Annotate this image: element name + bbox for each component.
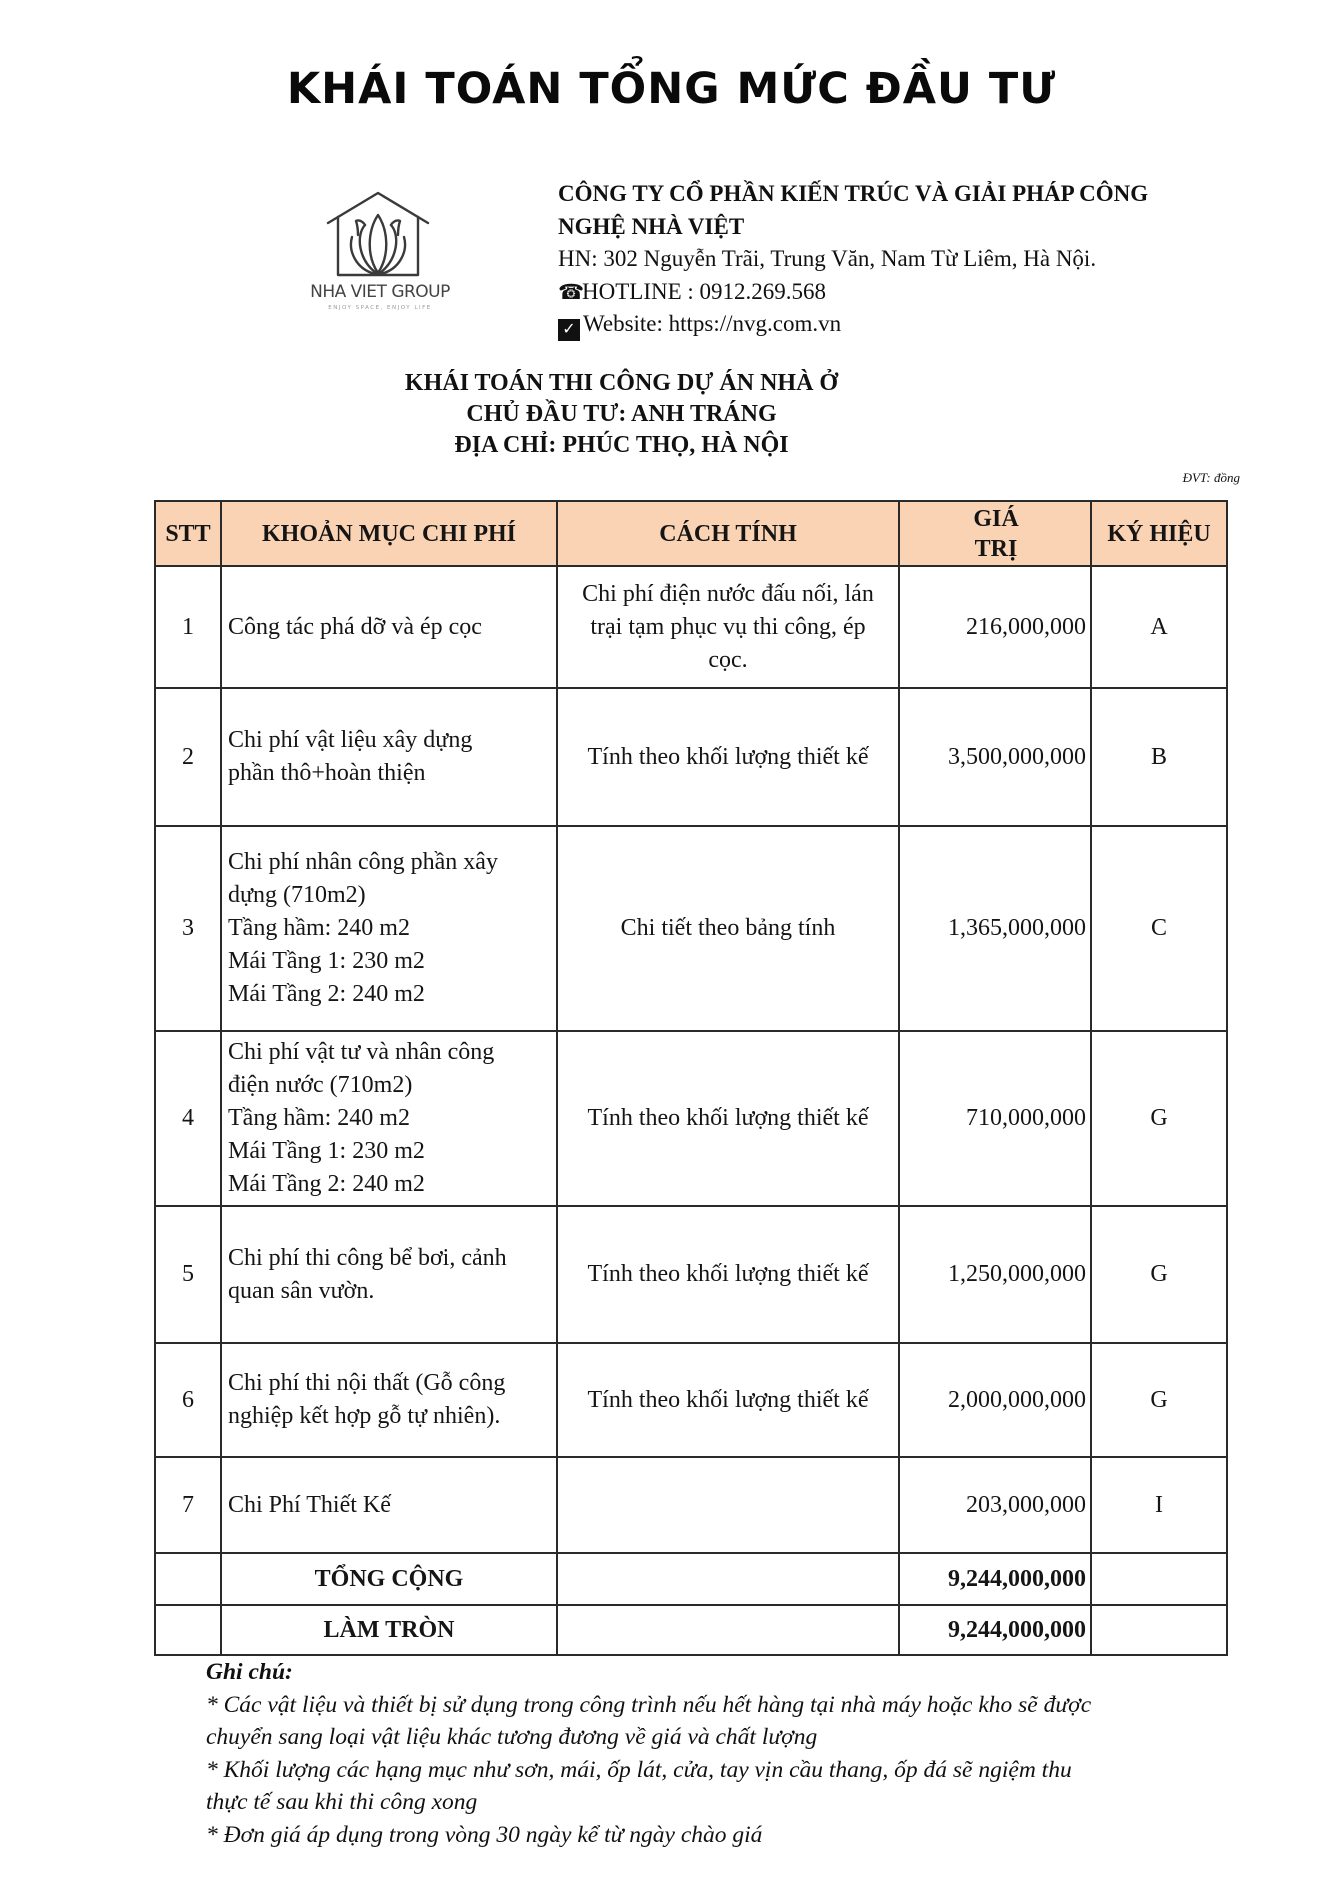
- row-code: G: [1091, 1343, 1227, 1457]
- row-value: 1,250,000,000: [899, 1206, 1091, 1343]
- rounded-label: LÀM TRÒN: [221, 1605, 557, 1655]
- row-item-line: Chi Phí Thiết Kế: [228, 1491, 391, 1518]
- row-item-line: Tầng hầm: 240 m2: [228, 915, 410, 941]
- row-code: G: [1091, 1031, 1227, 1206]
- company-website-row: [558, 308, 1258, 341]
- rounded-value: 9,244,000,000: [899, 1605, 1091, 1655]
- project-owner: CHỦ ĐẦU TƯ: ANH TRÁNG: [466, 401, 777, 427]
- row-method-line: Tính theo khối lượng thiết kế: [587, 743, 869, 770]
- total-label: TỔNG CỘNG: [221, 1553, 557, 1605]
- table-row: [155, 826, 1227, 1031]
- row-item-line: Chi phí vật liệu xây dựng: [228, 727, 473, 753]
- company-logo: [290, 185, 470, 320]
- row-item-line: nghiệp kết hợp gỗ tự nhiên).: [228, 1403, 501, 1429]
- row-stt: 3: [155, 826, 221, 1031]
- table-row: [155, 1457, 1227, 1553]
- row-value: 203,000,000: [899, 1457, 1091, 1553]
- row-code: A: [1091, 566, 1227, 688]
- row-item-line: Chi phí thi công bể bơi, cảnh: [228, 1244, 507, 1271]
- row-code: I: [1091, 1457, 1227, 1553]
- company-address: HN: 302 Nguyễn Trãi, Trung Văn, Nam Từ Liêm, Hà Nội.: [558, 246, 1097, 271]
- header-method: CÁCH TÍNH: [557, 501, 899, 566]
- header-code: KÝ HIỆU: [1091, 501, 1227, 566]
- house-lotus-icon: [320, 185, 440, 280]
- note-line: * Đơn giá áp dụng trong vòng 30 ngày kể từ ngày chào giá: [206, 1821, 763, 1848]
- row-method: [557, 1031, 899, 1206]
- company-name-line2: NGHỆ NHÀ VIỆT: [558, 213, 745, 239]
- row-stt: 5: [155, 1206, 221, 1343]
- row-item: [221, 826, 557, 1031]
- row-method-line: Tính theo khối lượng thiết kế: [587, 1261, 869, 1287]
- row-item-line: Tầng hầm: 240 m2: [228, 1105, 410, 1131]
- row-item-line: Công tác phá dỡ và ép cọc: [228, 613, 482, 640]
- row-item-line: điện nước (710m2): [228, 1072, 413, 1098]
- company-hotline: HOTLINE : 0912.269.568: [582, 278, 827, 304]
- row-item-line: dựng (710m2): [228, 882, 366, 908]
- row-value: 1,365,000,000: [899, 826, 1091, 1031]
- total-row: [155, 1553, 1227, 1605]
- row-method-line: trại tạm phục vụ thi công, ép: [590, 613, 866, 640]
- total-stt: [155, 1553, 221, 1605]
- row-item-line: Mái Tầng 1: 230 m2: [228, 1138, 425, 1164]
- table-row: [155, 688, 1227, 826]
- total-value: 9,244,000,000: [899, 1553, 1091, 1605]
- row-method-line: Tính theo khối lượng thiết kế: [587, 1105, 869, 1131]
- row-code: B: [1091, 688, 1227, 826]
- rounded-code: [1091, 1605, 1227, 1655]
- rounded-method: [557, 1605, 899, 1655]
- header-value-line2: TRỊ: [974, 535, 1018, 562]
- row-method-line: Tính theo khối lượng thiết kế: [587, 1386, 869, 1413]
- row-code: G: [1091, 1206, 1227, 1343]
- row-stt: 4: [155, 1031, 221, 1206]
- company-info: [558, 178, 1258, 341]
- company-hotline-row: [558, 276, 1258, 309]
- company-name-line1: CÔNG TY CỔ PHẦN KIẾN TRÚC VÀ GIẢI PHÁP CÔNG: [558, 181, 1149, 206]
- row-item-line: quan sân vườn.: [228, 1277, 375, 1304]
- total-code: [1091, 1553, 1227, 1605]
- cost-estimate-table: [154, 500, 1228, 1656]
- table-header-row: [155, 501, 1227, 566]
- row-item-line: Mái Tầng 1: 230 m2: [228, 948, 425, 974]
- row-stt: 2: [155, 688, 221, 826]
- header-value: [899, 501, 1091, 566]
- logo-name: NHA VIET GROUP: [310, 282, 450, 302]
- row-stt: 1: [155, 566, 221, 688]
- header-value-line1: GIÁ: [973, 505, 1019, 532]
- row-code: C: [1091, 826, 1227, 1031]
- note-line: * Khối lượng các hạng mục như sơn, mái, ốp lát, cửa, tay vịn cầu thang, ốp đá sẽ ngiệm thu: [206, 1756, 1072, 1783]
- row-item-line: Chi phí thi nội thất (Gỗ công: [228, 1370, 506, 1396]
- row-value: 216,000,000: [899, 566, 1091, 688]
- table-row: [155, 566, 1227, 688]
- row-item: [221, 1031, 557, 1206]
- row-item: [221, 1457, 557, 1553]
- row-item: [221, 688, 557, 826]
- row-item-line: Mái Tầng 2: 240 m2: [228, 1171, 425, 1197]
- row-item-line: Mái Tầng 2: 240 m2: [228, 981, 425, 1007]
- row-method-line: Chi tiết theo bảng tính: [620, 915, 836, 941]
- project-title: KHÁI TOÁN THI CÔNG DỰ ÁN NHÀ Ở: [404, 370, 839, 396]
- row-item-line: phần thô+hoàn thiện: [228, 760, 426, 786]
- row-method: [557, 1343, 899, 1457]
- row-method: [557, 826, 899, 1031]
- row-method: [557, 566, 899, 688]
- row-item: [221, 566, 557, 688]
- table-row: [155, 1206, 1227, 1343]
- row-stt: 6: [155, 1343, 221, 1457]
- currency-unit: ĐVT: đồng: [1182, 470, 1240, 485]
- row-value: 3,500,000,000: [899, 688, 1091, 826]
- row-item-line: Chi phí vật tư và nhân công: [228, 1039, 495, 1065]
- company-website[interactable]: Website: https://nvg.com.vn: [583, 311, 842, 336]
- table-row: [155, 1343, 1227, 1457]
- row-value: 2,000,000,000: [899, 1343, 1091, 1457]
- phone-icon: ☎: [558, 279, 585, 304]
- checkbox-icon: ✓: [558, 319, 580, 341]
- note-line: thực tế sau khi thi công xong: [206, 1789, 478, 1815]
- project-address: ĐỊA CHỈ: PHÚC THỌ, HÀ NỘI: [454, 432, 789, 458]
- row-method: [557, 688, 899, 826]
- note-line: chuyển sang loại vật liệu khác tương đương về giá và chất lượng: [206, 1724, 818, 1750]
- header-item: KHOẢN MỤC CHI PHÍ: [221, 501, 557, 566]
- logo-tagline: ENJOY SPACE, ENJOY LIFE: [328, 305, 432, 311]
- rounded-row: [155, 1605, 1227, 1655]
- row-item: [221, 1206, 557, 1343]
- table-row: [155, 1031, 1227, 1206]
- row-method: [557, 1206, 899, 1343]
- row-item-line: Chi phí nhân công phần xây: [228, 849, 498, 875]
- row-value: 710,000,000: [899, 1031, 1091, 1206]
- main-title: KHÁI TOÁN TỔNG MỨC ĐẦU TƯ: [286, 64, 1057, 114]
- row-method-line: cọc.: [708, 646, 748, 673]
- note-line: * Các vật liệu và thiết bị sử dụng trong công trình nếu hết hàng tại nhà máy hoặc kho sẽ được: [206, 1691, 1092, 1718]
- row-method-line: Chi phí điện nước đấu nối, lán: [582, 580, 874, 607]
- project-heading: [0, 368, 1343, 461]
- row-stt: 7: [155, 1457, 221, 1553]
- rounded-stt: [155, 1605, 221, 1655]
- notes-title: Ghi chú:: [206, 1659, 293, 1685]
- header-stt: STT: [155, 501, 221, 566]
- row-item: [221, 1343, 557, 1457]
- notes-section: [206, 1656, 1266, 1851]
- row-method: [557, 1457, 899, 1553]
- total-method: [557, 1553, 899, 1605]
